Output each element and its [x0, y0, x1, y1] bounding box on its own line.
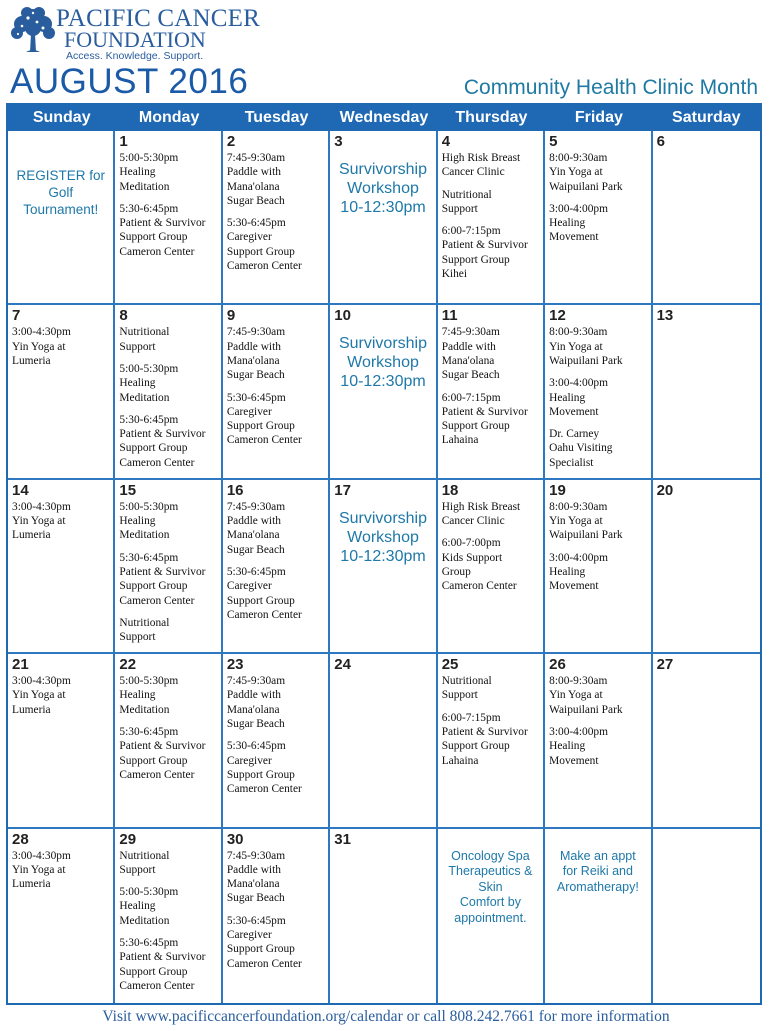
day-number: 23: [226, 656, 244, 674]
day-cell[interactable]: [438, 305, 545, 479]
event-entry: 5:30-6:45pm Patient & Survivor Support Group Cameron Center: [119, 551, 206, 607]
workshop-note: Survivorship Workshop 10-12:30pm: [338, 335, 427, 391]
tagline: Access. Knowledge. Support.: [66, 50, 204, 62]
day-number: 28: [12, 830, 29, 848]
weekday-saturday: Saturday: [672, 109, 741, 126]
day-number: 29: [119, 830, 137, 848]
day-cell[interactable]: [8, 480, 115, 654]
day-number: 2: [226, 133, 236, 150]
day-cell[interactable]: [653, 131, 760, 305]
calendar: [6, 103, 762, 1005]
day-cell[interactable]: [223, 305, 330, 479]
event-entry: 7:45-9:30am Paddle with Mana'olana Sugar Beach: [226, 849, 286, 905]
weekday-wednesday: Wednesday: [339, 109, 429, 126]
event-entry: 5:00-5:30pm Healing Meditation: [119, 500, 179, 542]
event-entry: 3:00-4:30pm Yin Yoga at Lumeria: [12, 326, 71, 367]
day-number: 24: [334, 656, 351, 674]
event-entry: 3:00-4:00pm Healing Movement: [549, 202, 608, 244]
register-note: REGISTER for Golf Tournament!: [16, 168, 105, 217]
event-entry: Nutritional Support: [119, 616, 170, 644]
day-number: 6: [656, 133, 665, 150]
event-entry: Nutritional Support: [441, 675, 492, 702]
event-entry: 3:00-4:30pm Yin Yoga at Lumeria: [12, 849, 71, 891]
event-entry: Nutritional Support: [119, 326, 170, 353]
day-cell[interactable]: [115, 480, 222, 654]
day-cell[interactable]: [438, 480, 545, 654]
day-number: 25: [441, 656, 459, 674]
day-cell[interactable]: [545, 829, 652, 1003]
weekday-tuesday: Tuesday: [244, 109, 309, 126]
day-cell[interactable]: [438, 654, 545, 828]
day-cell[interactable]: [330, 480, 437, 654]
event-entry: 5:00-5:30pm Healing Meditation: [119, 675, 179, 716]
event-entry: 5:00-5:30pm Healing Meditation: [119, 362, 179, 404]
footer-info: Visit www.pacificcancerfoundation.org/calendar or call 808.242.7661 for more information: [102, 1008, 670, 1025]
day-cell[interactable]: [223, 131, 330, 305]
day-number: 3: [334, 133, 343, 150]
service-note: Make an appt for Reiki and Aromatherapy!: [556, 848, 639, 894]
day-cell[interactable]: [545, 654, 652, 828]
calendar-subtitle: Community Health Clinic Month: [463, 76, 758, 99]
day-number: 21: [12, 656, 29, 674]
event-entry: 3:00-4:30pm Yin Yoga at Lumeria: [12, 675, 71, 716]
day-cell[interactable]: [330, 305, 437, 479]
event-entry: 5:30-6:45pm Caregiver Support Group Cameron Center: [226, 391, 302, 447]
service-note: Oncology Spa Therapeutics & Skin Comfort by appointment.: [448, 848, 533, 925]
event-entry: 3:00-4:00pm Healing Movement: [549, 551, 608, 593]
event-entry: 3:00-4:00pm Healing Movement: [549, 726, 608, 767]
event-entry: High Risk Breast Cancer Clinic: [441, 500, 521, 528]
day-number: 7: [12, 307, 21, 325]
event-entry: 7:45-9:30am Paddle with Mana'olana Sugar Beach: [226, 675, 286, 731]
event-entry: 8:00-9:30am Yin Yoga at Waipuilani Park: [549, 675, 623, 716]
day-number: 18: [441, 481, 459, 499]
day-number: 4: [441, 133, 451, 150]
day-number: 20: [656, 481, 674, 499]
event-entry: 5:30-6:45pm Caregiver Support Group Cameron Center: [226, 217, 302, 273]
day-number: 27: [656, 656, 674, 674]
event-entry: 8:00-9:30am Yin Yoga at Waipuilani Park: [549, 326, 623, 367]
calendar-grid: [8, 131, 760, 1003]
event-entry: 5:30-6:45pm Caregiver Support Group Cameron Center: [226, 914, 302, 970]
day-number: 1: [119, 133, 128, 150]
day-cell[interactable]: [653, 305, 760, 479]
day-number: 30: [226, 830, 244, 848]
weekday-monday: Monday: [138, 109, 200, 126]
event-entry: Nutritional Support: [119, 849, 170, 876]
event-entry: 7:45-9:30am Paddle with Mana'olana Sugar Beach: [441, 326, 500, 382]
day-number: 16: [226, 481, 244, 499]
event-entry: 5:30-6:45pm Patient & Survivor Support Group Cameron Center: [119, 413, 206, 469]
day-cell[interactable]: [438, 131, 545, 305]
day-cell[interactable]: [8, 829, 115, 1003]
day-cell[interactable]: [115, 829, 222, 1003]
event-entry: 5:30-6:45pm Caregiver Support Group Cameron Center: [226, 740, 302, 796]
month-title: AUGUST 2016: [10, 62, 249, 101]
day-cell[interactable]: [330, 829, 437, 1003]
event-entry: 6:00-7:15pm Patient & Survivor Support Group Lahaina: [441, 391, 528, 447]
event-entry: 6:00-7:00pm Kids Support Group Cameron Center: [441, 537, 517, 593]
org-name-line2: FOUNDATION: [64, 27, 206, 52]
logo: [8, 4, 278, 64]
event-entry: 5:30-6:45pm Patient & Survivor Support Group Cameron Center: [119, 937, 206, 992]
event-entry: 7:45-9:30am Paddle with Mana'olana Sugar Beach: [226, 152, 286, 207]
workshop-note: Survivorship Workshop 10-12:30pm: [338, 509, 427, 565]
event-entry: 5:30-6:45pm Patient & Survivor Support Group Cameron Center: [119, 202, 206, 258]
workshop-note: Survivorship Workshop 10-12:30pm: [338, 161, 427, 216]
day-number: 10: [334, 307, 351, 325]
day-number: 15: [119, 481, 137, 499]
event-entry: 6:00-7:15pm Patient & Survivor Support Group Lahaina: [441, 711, 528, 767]
event-entry: 5:30-6:45pm Patient & Survivor Support Group Cameron Center: [119, 726, 206, 781]
day-cell[interactable]: [545, 131, 652, 305]
day-number: 12: [549, 307, 566, 325]
event-entry: 7:45-9:30am Paddle with Mana'olana Sugar Beach: [226, 326, 286, 382]
event-entry: 3:00-4:30pm Yin Yoga at Lumeria: [12, 500, 71, 542]
weekday-sunday: Sunday: [32, 109, 91, 126]
event-entry: 5:30-6:45pm Caregiver Support Group Cameron Center: [226, 565, 302, 621]
day-number: 13: [656, 307, 674, 325]
event-entry: 5:00-5:30pm Healing Meditation: [119, 152, 179, 193]
day-cell[interactable]: [223, 480, 330, 654]
day-number: 17: [334, 481, 351, 499]
day-cell[interactable]: [653, 654, 760, 828]
day-cell[interactable]: [115, 654, 222, 828]
event-entry: Dr. Carney Oahu Visiting Specialist: [549, 428, 613, 469]
day-cell[interactable]: [438, 829, 545, 1003]
day-cell[interactable]: [545, 305, 652, 479]
day-number: 19: [549, 481, 566, 499]
day-number: 9: [226, 307, 236, 325]
event-entry: 8:00-9:30am Yin Yoga at Waipuilani Park: [549, 500, 623, 542]
day-cell[interactable]: [8, 654, 115, 828]
org-name-line1: PACIFIC CANCER: [56, 5, 261, 32]
day-cell[interactable]: [653, 480, 760, 654]
day-number: 14: [12, 481, 29, 499]
tree-logo-icon: [8, 4, 58, 56]
weekday-header-row: [8, 105, 760, 131]
day-cell[interactable]: [545, 480, 652, 654]
day-cell[interactable]: [223, 829, 330, 1003]
day-number: 5: [549, 133, 558, 150]
weekday-thursday: Thursday: [455, 109, 528, 126]
day-number: 11: [441, 307, 458, 325]
event-entry: 6:00-7:15pm Patient & Survivor Support Group Kihei: [441, 225, 528, 281]
day-cell[interactable]: [115, 131, 222, 305]
weekday-friday: Friday: [574, 109, 623, 126]
day-cell[interactable]: [8, 131, 115, 305]
event-entry: 3:00-4:00pm Healing Movement: [549, 377, 608, 418]
day-number: 8: [119, 307, 128, 325]
day-cell[interactable]: [330, 131, 437, 305]
event-entry: Nutritional Support: [441, 188, 492, 215]
day-cell[interactable]: [223, 654, 330, 828]
event-entry: 8:00-9:30am Yin Yoga at Waipuilani Park: [549, 152, 623, 193]
day-number: 22: [119, 656, 137, 674]
event-entry: High Risk Breast Cancer Clinic: [441, 152, 521, 179]
event-entry: 5:00-5:30pm Healing Meditation: [119, 886, 179, 927]
day-cell[interactable]: [653, 829, 760, 1003]
event-entry: 7:45-9:30am Paddle with Mana'olana Sugar Beach: [226, 500, 286, 556]
day-cell[interactable]: [8, 305, 115, 479]
day-cell[interactable]: [330, 654, 437, 828]
day-number: 31: [334, 830, 351, 848]
day-cell[interactable]: [115, 305, 222, 479]
day-number: 26: [549, 656, 566, 674]
